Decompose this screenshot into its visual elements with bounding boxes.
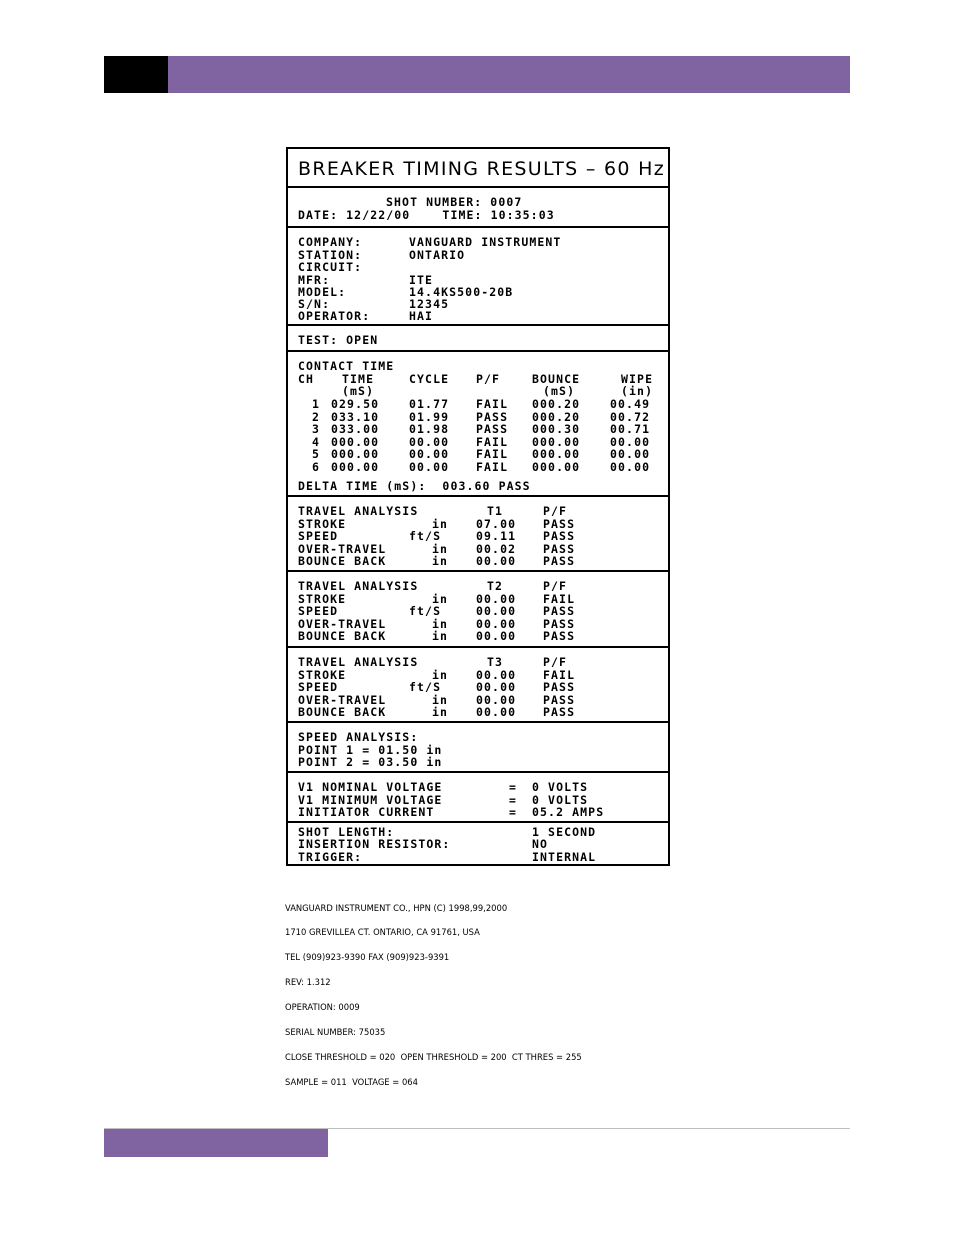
speed-analysis-section [288,721,668,771]
contact-cell: 00.71 [610,422,651,437]
mfr-label: MFR: [298,273,331,287]
speed-point-2: POINT 2 = 03.50 in [298,755,443,769]
travel-channel: T1 [487,504,504,518]
travel-row-unit: ft/S [409,529,442,544]
travel-row-value: 00.00 [476,616,517,631]
contact-cell: 00.00 [610,460,651,474]
title-section [288,149,668,186]
device-info-line: REV: 1.312 [285,977,331,988]
travel-row-value: 00.00 [476,680,517,695]
nominal-voltage-value: 0 VOLTS [532,780,589,794]
travel-analysis-t1-section [288,495,668,570]
serial-label: S/N: [298,297,331,311]
travel-pf-heading: P/F [543,504,568,518]
unit-time: (mS) [342,384,375,398]
travel-row-value: 00.00 [476,704,517,719]
travel-row-value: 00.00 [476,553,517,568]
trigger-value: INTERNAL [532,850,597,864]
contact-cell: 00.72 [610,409,651,424]
travel-row-unit: in [432,517,449,531]
contact-cell: PASS [476,422,509,437]
travel-row-value: 00.00 [476,692,517,707]
date-time: DATE: 12/22/00 TIME: 10:35:03 [298,208,555,222]
initiator-current-value: 05.2 AMPS [532,805,605,819]
travel-row-pf: FAIL [543,668,576,682]
contact-cell: 00.00 [409,447,450,462]
contact-cell: 000.00 [532,434,581,449]
contact-cell: PASS [476,409,509,424]
station-label: STATION: [298,248,363,262]
contact-cell: FAIL [476,397,509,411]
device-info-block [285,887,582,1094]
operator-value: HAI [409,309,434,323]
device-info-line: TEL (909)923-9390 FAX (909)923-9391 [285,952,450,963]
contact-cell: 029.50 [331,397,380,411]
contact-cell: 000.00 [331,434,380,449]
device-info-line: CLOSE THRESHOLD = 020 OPEN THRESHOLD = 200 CT THRES = 255 [285,1051,582,1062]
minimum-voltage-value: 0 VOLTS [532,793,589,807]
shot-number: SHOT NUMBER: 0007 [386,195,523,209]
contact-cell: 01.98 [409,422,450,437]
contact-cell: 6 [312,460,321,474]
initiator-current-eq: = [509,805,518,819]
travel-heading: TRAVEL ANALYSIS [298,655,419,669]
contact-cell: 033.00 [331,422,380,437]
device-info-line: VANGUARD INSTRUMENT CO., HPN (C) 1998,99,2000 [285,902,508,913]
travel-row-unit: in [432,628,449,643]
travel-row-pf: PASS [543,680,576,695]
contact-cell: 01.77 [409,397,450,411]
travel-row-label: SPEED [298,680,339,695]
unit-bounce: (mS) [543,384,576,398]
speed-heading: SPEED ANALYSIS: [298,730,419,744]
travel-row-label: BOUNCE BACK [298,628,387,643]
contact-cell: 00.49 [610,397,651,411]
travel-row-unit: in [432,668,449,682]
delta-time: DELTA TIME (mS): 003.60 PASS [298,479,531,493]
footer-purple-bar [104,1129,328,1157]
col-time: TIME [342,372,375,386]
timing-results-printout [286,147,670,866]
col-wipe: WIPE [621,372,654,386]
test-mode: TEST: OPEN [298,333,379,347]
travel-channel: T2 [487,579,504,593]
travel-row-unit: in [432,704,449,719]
contact-cell: 000.00 [532,460,581,474]
unit-wipe: (in) [621,384,654,398]
col-bounce: BOUNCE [532,372,581,386]
header-black-block [104,56,168,93]
company-value: VANGUARD INSTRUMENT [409,235,562,249]
travel-row-unit: in [432,692,449,707]
serial-value: 12345 [409,297,450,311]
travel-row-unit: in [432,592,449,606]
contact-cell: 00.00 [409,434,450,449]
insertion-resistor-value: NO [532,837,549,851]
travel-row-label: BOUNCE BACK [298,704,387,719]
travel-row-value: 09.11 [476,529,517,544]
contact-cell: 5 [312,447,321,462]
contact-cell: 00.00 [610,447,651,462]
contact-cell: 033.10 [331,409,380,424]
travel-row-value: 00.02 [476,541,517,556]
device-info-line: SAMPLE = 011 VOLTAGE = 064 [285,1076,418,1087]
travel-row-unit: in [432,616,449,631]
travel-row-label: STROKE [298,517,347,531]
travel-row-pf: PASS [543,553,576,568]
contact-cell: 00.00 [610,434,651,449]
shot-length-value: 1 SECOND [532,825,597,839]
travel-row-label: SPEED [298,604,339,619]
travel-channel: T3 [487,655,504,669]
travel-row-pf: PASS [543,517,576,531]
model-label: MODEL: [298,285,347,299]
header-purple-bar [168,56,850,93]
travel-row-pf: PASS [543,692,576,707]
travel-heading: TRAVEL ANALYSIS [298,579,419,593]
nominal-voltage-label: V1 NOMINAL VOLTAGE [298,780,443,794]
nominal-voltage-eq: = [509,780,518,794]
contact-cell: FAIL [476,434,509,449]
travel-row-label: OVER-TRAVEL [298,616,387,631]
contact-cell: 000.00 [532,447,581,462]
travel-row-label: STROKE [298,592,347,606]
travel-row-pf: PASS [543,604,576,619]
travel-row-label: OVER-TRAVEL [298,541,387,556]
travel-row-pf: PASS [543,529,576,544]
insertion-resistor-label: INSERTION RESISTOR: [298,837,451,851]
station-value: ONTARIO [409,248,466,262]
model-value: 14.4KS500-20B [409,285,514,299]
travel-pf-heading: P/F [543,579,568,593]
col-cycle: CYCLE [409,372,450,386]
travel-row-value: 00.00 [476,668,517,682]
minimum-voltage-eq: = [509,793,518,807]
contact-cell: 000.20 [532,397,581,411]
contact-cell: 2 [312,409,321,424]
travel-row-value: 00.00 [476,592,517,606]
contact-cell: FAIL [476,447,509,462]
travel-row-label: SPEED [298,529,339,544]
travel-analysis-t2-section [288,570,668,646]
travel-row-label: STROKE [298,668,347,682]
contact-cell: 000.30 [532,422,581,437]
travel-row-unit: ft/S [409,680,442,695]
contact-cell: FAIL [476,460,509,474]
company-label: COMPANY: [298,235,363,249]
shot-settings-section [288,821,668,866]
speed-point-1: POINT 1 = 01.50 in [298,743,443,757]
device-info-line: SERIAL NUMBER: 75035 [285,1027,386,1038]
contact-cell: 000.00 [331,447,380,462]
col-ch: CH [298,372,315,386]
report-title: BREAKER TIMING RESULTS – 60 Hz [298,158,665,180]
travel-row-value: 00.00 [476,628,517,643]
travel-row-value: 07.00 [476,517,517,531]
travel-row-pf: PASS [543,628,576,643]
travel-row-label: OVER-TRAVEL [298,692,387,707]
contact-cell: 00.00 [409,460,450,474]
shot-date-section [288,186,668,226]
contact-cell: 1 [312,397,321,411]
contact-cell: 000.20 [532,409,581,424]
device-info-line: OPERATION: 0009 [285,1002,360,1013]
travel-row-pf: PASS [543,704,576,719]
travel-row-unit: in [432,553,449,568]
shot-length-label: SHOT LENGTH: [298,825,395,839]
company-section [288,226,668,324]
travel-row-unit: in [432,541,449,556]
contact-cell: 4 [312,434,321,449]
mfr-value: ITE [409,273,434,287]
contact-cell: 01.99 [409,409,450,424]
travel-row-pf: PASS [543,541,576,556]
contact-heading: CONTACT TIME [298,359,395,373]
trigger-label: TRIGGER: [298,850,363,864]
travel-analysis-t3-section [288,646,668,721]
minimum-voltage-label: V1 MINIMUM VOLTAGE [298,793,443,807]
circuit-label: CIRCUIT: [298,260,363,274]
travel-row-pf: PASS [543,616,576,631]
contact-cell: 000.00 [331,460,380,474]
contact-time-section [288,350,668,495]
travel-row-value: 00.00 [476,604,517,619]
travel-row-unit: ft/S [409,604,442,619]
col-pf: P/F [476,372,501,386]
travel-pf-heading: P/F [543,655,568,669]
travel-row-pf: FAIL [543,592,576,606]
initiator-current-label: INITIATOR CURRENT [298,805,435,819]
contact-cell: 3 [312,422,321,437]
test-section [288,324,668,350]
operator-label: OPERATOR: [298,309,371,323]
voltage-section [288,771,668,821]
device-info-line: 1710 GREVILLEA CT. ONTARIO, CA 91761, USA [285,927,480,938]
travel-row-label: BOUNCE BACK [298,553,387,568]
travel-heading: TRAVEL ANALYSIS [298,504,419,518]
